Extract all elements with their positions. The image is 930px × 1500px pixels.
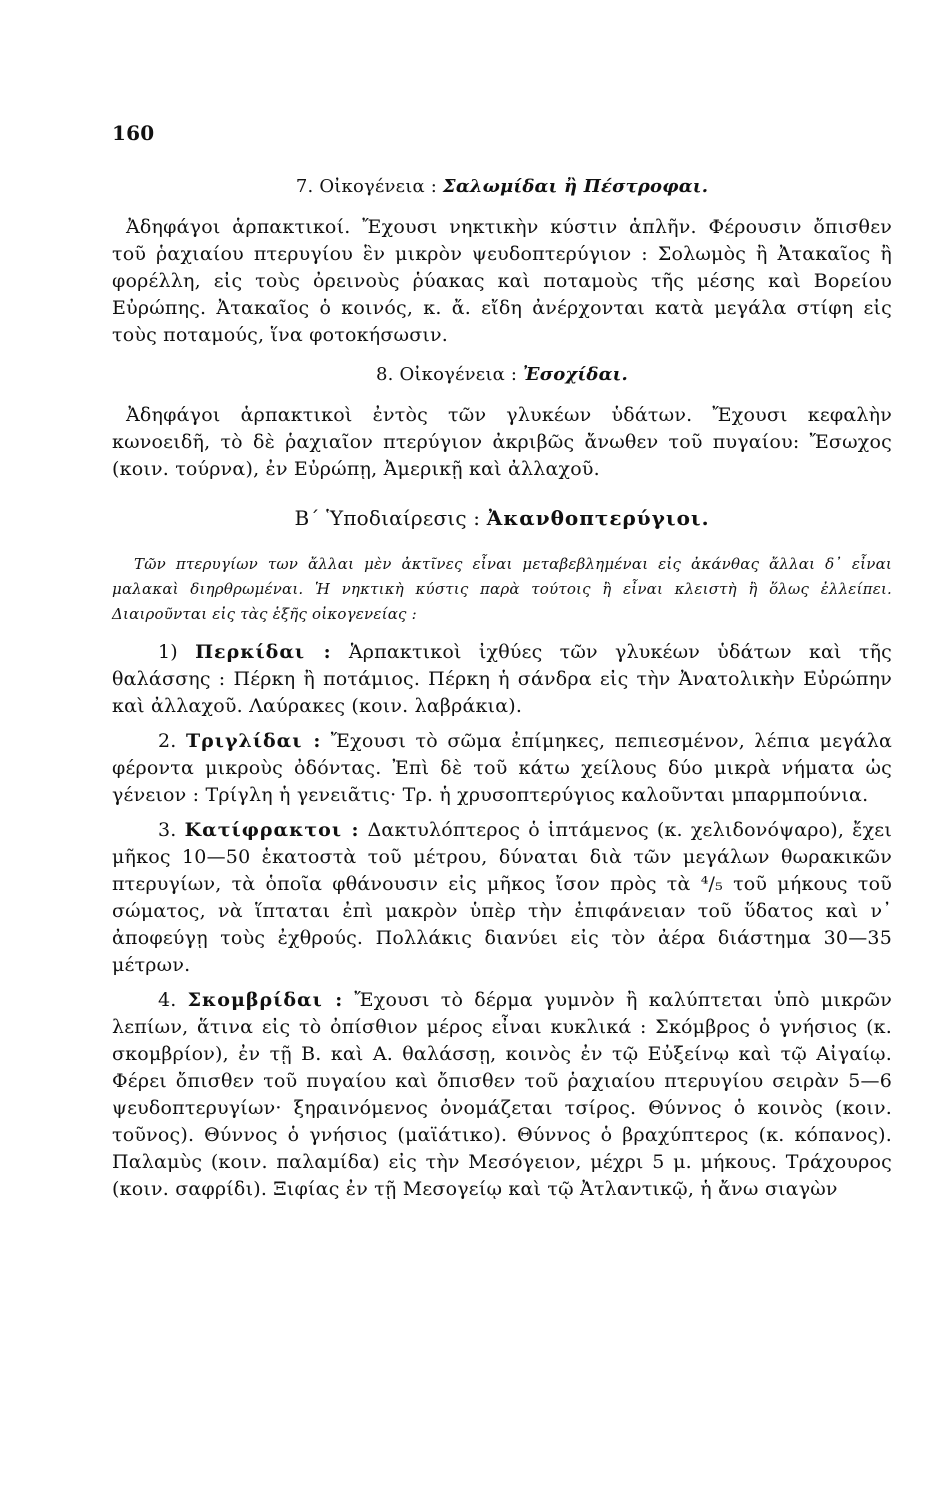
list-item	[112, 817, 892, 979]
family-8-heading	[112, 361, 892, 388]
subgroup-label: Β΄ Ὑποδιαίρεσις :	[294, 506, 481, 530]
item-text: Ἁρπακτικοὶ ἰχθύες τῶν γλυκέων ὑδάτων καὶ τῆς θαλάσσης : Πέρκη ἢ ποτάμιος. Πέρκη ἡ σάνδρα εἰς τὴν Ἀνατολικὴν Εὐρώπην καὶ ἀλλαχοῦ. Λαύρακες (κοιν. λαβράκια).	[112, 641, 892, 717]
subgroup-note: Τῶν πτερυγίων των ἄλλαι μὲν ἀκτῖνες εἶναι μεταβεβλημέναι εἰς ἀκάνθας ἄλλαι δ᾽ εἶναι μαλακαὶ διηρθρωμέναι. Ἡ νηκτικὴ κύστις παρὰ τούτοις ἢ εἶναι κλειστὴ ἢ ὅλως ἐλλείπει. Διαιροῦνται εἰς τὰς ἑξῆς οἰκογενείας :	[112, 555, 892, 623]
item-family: Σκομβρίδαι :	[187, 989, 344, 1011]
family-7-heading	[112, 173, 892, 200]
family-8-label: 8. Οἰκογένεια :	[375, 364, 518, 385]
list-item	[112, 639, 892, 720]
item-family: Περκίδαι :	[195, 641, 332, 663]
family-7-label: 7. Οἰκογένεια :	[295, 176, 437, 197]
page-number: 160	[112, 121, 155, 145]
subgroup-name: Ἀκανθοπτερύγιοι.	[486, 506, 710, 530]
item-number: 4.	[158, 989, 177, 1011]
item-number: 1)	[158, 641, 178, 663]
item-text: Δακτυλόπτερος ὁ ἱπτάμενος (κ. χελιδονόψαρο), ἔχει μῆκος 10—50 ἑκατοστὰ τοῦ μέτρου, δύναται διὰ τῶν μεγάλων θωρακικῶν πτερυγίων, τὰ ὁποῖα φθάνουσιν εἰς μῆκος ἴσον πρὸς τὰ ⁴/₅ τοῦ μήκους τοῦ σώματος, νὰ ἵπταται ἐπὶ μακρὸν ὑπὲρ τὴν ἐπιφάνειαν τοῦ ὕδατος καὶ ν᾽ ἀποφεύγῃ τοὺς ἐχθρούς. Πολλάκις διανύει εἰς τὸν ἀέρα διάστημα 30—35 μέτρων.	[112, 819, 892, 976]
family-7-paragraph: Ἀδηφάγοι ἁρπακτικοί. Ἔχουσι νηκτικὴν κύστιν ἁπλῆν. Φέρουσιν ὄπισθεν τοῦ ῥαχιαίου πτερυγίου ἓν μικρὸν ψευδοπτερύγιον : Σολωμὸς ἢ Ἀτακαῖος ἢ φορέλλη, εἰς τοὺς ὀρεινοὺς ῥύακας καὶ ποταμοὺς τῆς μέσης καὶ Βορείου Εὐρώπης. Ἀτακαῖος ὁ κοινός, κ. ἄ. εἴδη ἀνέρχονται κατὰ μεγάλα στίφη εἰς τοὺς ποταμούς, ἵνα φοτοκήσωσιν.	[112, 216, 892, 346]
item-family: Κατίφρακτοι :	[184, 819, 360, 841]
item-text: Ἔχουσι τὸ δέρμα γυμνὸν ἢ καλύπτεται ὑπὸ μικρῶν λεπίων, ἅτινα εἰς τὸ ὀπίσθιον μέρος εἶναι κυκλικά : Σκόμβρος ὁ γνήσιος (κ. σκομβρίον), ἐν τῇ Β. καὶ Α. θαλάσσῃ, κοινὸς ἐν τῷ Εὐξείνῳ καὶ τῷ Αἰγαίῳ. Φέρει ὄπισθεν τοῦ πυγαίου καὶ ὄπισθεν τοῦ ῥαχιαίου πτερυγίου σειρὰν 5—6 ψευδοπτερυγίων· ξηραινόμενος ὀνομάζεται τσίρος. Θύννος ὁ κοινὸς (κοιν. τοῦνος). Θύννος ὁ γνήσιος (μαϊάτικο). Θύννος ὁ βραχύπτερος (κ. κόπανος). Παλαμὺς (κοιν. παλαμίδα) εἰς τὴν Μεσόγειον, μέχρι 5 μ. μήκους. Τράχουρος (κοιν. σαφρίδι). Ξιφίας ἐν τῇ Μεσογείῳ καὶ τῷ Ἀτλαντικῷ, ἡ ἄνω σιαγὼν	[112, 989, 892, 1200]
family-8-name: Ἐσοχίδαι.	[523, 364, 629, 385]
item-number: 3.	[158, 819, 177, 841]
item-text: Ἔχουσι τὸ σῶμα ἐπίμηκες, πεπιεσμένον, λέπια μεγάλα φέροντα μικροὺς ὀδόντας. Ἐπὶ δὲ τοῦ κάτω χείλους δύο μικρὰ νήματα ὡς γένειον : Τρίγλη ἡ γενειᾶτις· Τρ. ἡ χρυσοπτερύγιος καλοῦνται μπαρμπούνια.	[112, 730, 892, 806]
item-family: Τριγλίδαι :	[185, 730, 322, 752]
subgroup-heading	[112, 505, 892, 532]
list-item	[112, 987, 892, 1203]
family-7-name: Σαλωμίδαι ἢ Πέστροφαι.	[442, 176, 709, 197]
book-page	[112, 120, 892, 1211]
list-item	[112, 728, 892, 809]
family-8-paragraph: Ἀδηφάγοι ἁρπακτικοὶ ἐντὸς τῶν γλυκέων ὑδάτων. Ἔχουσι κεφαλὴν κωνοειδῆ, τὸ δὲ ῥαχιαῖον πτερύγιον ἀκριβῶς ἄνωθεν τοῦ πυγαίου: Ἔσωχος (κοιν. τούρνα), ἐν Εὐρώπῃ, Ἀμερικῇ καὶ ἀλλαχοῦ.	[112, 404, 892, 480]
item-number: 2.	[158, 730, 177, 752]
